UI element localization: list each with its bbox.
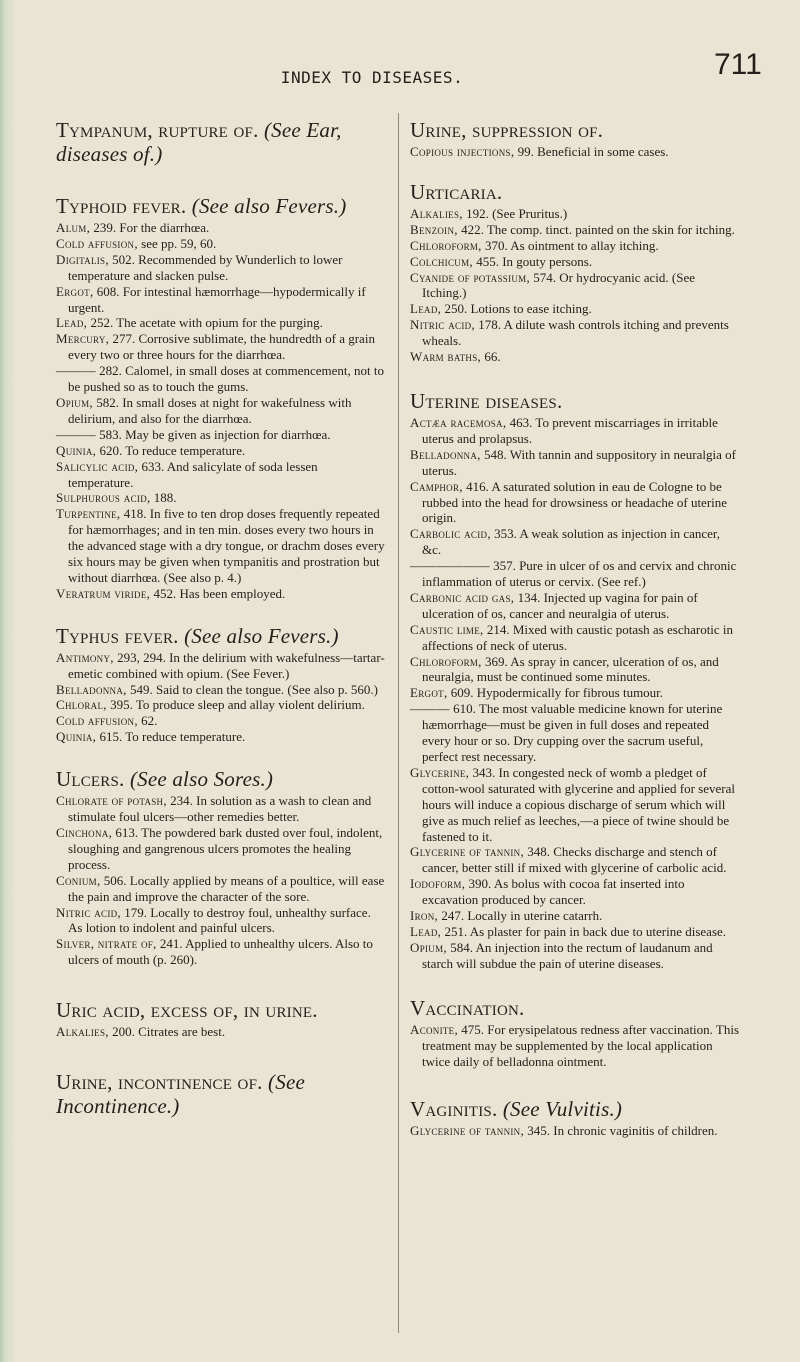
entry-text: 188. (153, 490, 177, 506)
entry-text: 395. To produce sleep and allay violent delirium. (110, 697, 365, 713)
index-section (56, 194, 386, 602)
index-entry (410, 479, 740, 527)
entry-text: 252. The acetate with opium for the purging. (90, 315, 323, 331)
remedy-name: Turpentine, (56, 506, 121, 522)
index-section (410, 118, 740, 160)
index-entry (410, 144, 740, 160)
entry-text: 609. Hypodermically for fibrous tumour. (450, 685, 664, 701)
index-entry (56, 252, 386, 284)
heading-title: Urine, suppression of. (410, 118, 604, 142)
remedy-name: Lead, (56, 315, 88, 331)
heading-title: Vaginitis. (410, 1097, 498, 1122)
entry-text: 370. As ointment to allay itching. (484, 237, 659, 253)
index-entry (56, 220, 386, 236)
index-entry (56, 1024, 386, 1040)
remedy-name: Alum, (56, 220, 91, 235)
index-entry (410, 558, 740, 590)
entry-text: 357. Pure in ulcer of os and cervix and chronic inflammation of uterus or cervix. (See ref.) (422, 558, 737, 590)
heading-cross-reference: (See Ear, diseases of.) (56, 118, 342, 166)
entry-text: 277. Corrosive sublimate, the hundredth of a grain every two or three hours for the diarrhœa. (68, 331, 375, 363)
index-section (56, 118, 386, 166)
remedy-name: Silver, nitrate of, (56, 936, 157, 952)
remedy-name: Salicylic acid, (56, 458, 139, 474)
index-entry (56, 682, 386, 698)
index-entry (410, 254, 740, 270)
index-entry (410, 876, 740, 908)
index-entry (410, 924, 740, 940)
index-entry (410, 908, 740, 924)
index-section (410, 180, 740, 365)
index-entry (56, 236, 386, 252)
remedy-name: Cold affusion, (56, 235, 138, 251)
entry-text: 200. Citrates are best. (112, 1024, 226, 1040)
index-entry (410, 206, 740, 222)
index-entry (410, 447, 740, 479)
heading-cross-reference: (See Vulvitis.) (502, 1097, 623, 1122)
index-entry (56, 427, 386, 443)
entry-text: 62. (141, 713, 158, 729)
entry-text: 506. Locally applied by means of a poultice, will ease the pain and improve the character of the sore. (68, 872, 385, 904)
entry-text: 615. To reduce temperature. (99, 729, 246, 745)
index-entry (410, 301, 740, 317)
entry-text: 455. In gouty persons. (476, 253, 593, 269)
entry-text: 250. Lotions to ease itching. (444, 301, 592, 317)
heading-cross-reference: (See also Sores.) (129, 767, 274, 792)
remedy-name: Lead, (410, 923, 442, 939)
entry-text: 353. A weak solution as injection in cancer, &c. (422, 526, 720, 558)
entry-text: 179. Locally to destroy foul, unhealthy surface. As lotion to indolent and painful ulcers. (68, 904, 371, 936)
remedy-name: Warm baths, (410, 349, 482, 365)
section-heading (56, 1070, 386, 1118)
entry-text: 282. Calomel, in small doses at commencement, not to be pushed so as to touch the gums. (68, 363, 385, 395)
entry-text: 548. With tannin and suppository in neuralgia of uterus. (422, 446, 736, 478)
entry-text: 582. In small doses at night for wakefulness with delirium, and also for the diarrhœa. (68, 394, 352, 426)
entry-text: 463. To prevent miscarriages in irritable uterus and prolapsus. (422, 414, 718, 446)
index-entry (56, 713, 386, 729)
remedy-name: ——— (56, 426, 96, 442)
index-entry (410, 844, 740, 876)
remedy-name: ——— (410, 701, 450, 717)
entry-text: 549. Said to clean the tongue. (See also p. 560.) (129, 681, 378, 697)
index-entry (410, 222, 740, 238)
entry-text: 345. In chronic vaginitis of children. (527, 1123, 718, 1139)
entry-text: 348. Checks discharge and stench of cancer, better still if mixed with glycerine of carbolic acid. (422, 844, 727, 876)
remedy-name: Chlorate of potash, (56, 793, 167, 809)
entry-text: 234. In solution as a wash to clean and stimulate foul ulcers—other remedies better. (68, 793, 372, 825)
index-entry (410, 940, 740, 972)
remedy-name: Ergot, (410, 685, 448, 701)
entry-text: 583. May be given as injection for diarrhœa. (99, 426, 331, 442)
heading-title: Urine, incontinence of. (56, 1070, 263, 1095)
right-column (410, 118, 740, 1139)
remedy-name: Glycerine, (410, 764, 470, 780)
index-entry (410, 1022, 740, 1070)
entry-text: 610. The most valuable medicine known for uterine hæmorrhage—must be given in full doses and repeated every hour or so. Dry cupping over the sacrum useful, perfect rest necessary. (422, 701, 723, 764)
entry-text: 247. Locally in uterine catarrh. (441, 908, 603, 924)
remedy-name: Camphor, (410, 478, 463, 494)
index-entry (56, 459, 386, 491)
index-entry (56, 443, 386, 459)
heading-title: Urticaria. (410, 179, 503, 204)
heading-cross-reference: (See also Fevers.) (191, 194, 347, 218)
remedy-name: Chloroform, (410, 653, 482, 669)
index-section (410, 1097, 740, 1139)
remedy-name: —————— (410, 558, 490, 574)
section-heading (410, 996, 740, 1020)
index-entry (56, 331, 386, 363)
remedy-name: Nitric acid, (410, 317, 475, 333)
entry-text: 251. As plaster for pain in back due to uterine disease. (444, 923, 727, 939)
index-entry (56, 905, 386, 937)
remedy-name: Cyanide of potassium, (410, 269, 531, 285)
index-entry (56, 315, 386, 331)
section-heading (56, 998, 386, 1022)
remedy-name: Cinchona, (56, 825, 113, 840)
index-entry (410, 526, 740, 558)
remedy-name: Lead, (410, 301, 442, 317)
entry-text: 608. For intestinal hæmorrhage—hypodermically if urgent. (68, 283, 366, 315)
section-heading (56, 767, 386, 791)
entry-text: 633. And salicylate of soda lessen temperature. (68, 458, 318, 490)
section-heading (410, 389, 740, 413)
index-entry (410, 685, 740, 701)
entry-text: 293, 294. In the delirium with wakefulness—tartar-emetic combined with opium. (See Fever.) (68, 649, 385, 681)
remedy-name: Quinia, (56, 442, 97, 458)
index-entry (410, 1123, 740, 1139)
index-entry (56, 936, 386, 968)
section-heading (56, 194, 386, 218)
index-entry (410, 349, 740, 365)
index-entry (56, 363, 386, 395)
entry-text: 584. An injection into the rectum of laudanum and starch will subdue the pain of uterine diseases. (422, 939, 713, 971)
section-heading (56, 118, 386, 166)
entry-text: 613. The powdered bark dusted over foul, indolent, sloughing and gangrenous ulcers promotes the healing process. (68, 825, 383, 872)
remedy-name: Cold affusion, (56, 713, 138, 729)
index-entry (410, 317, 740, 349)
remedy-name: Glycerine of tannin, (410, 844, 525, 860)
left-column (56, 118, 386, 1120)
remedy-name: Mercury, (56, 331, 110, 347)
entry-text: 192. (See Pruritus.) (466, 205, 568, 221)
index-section (410, 389, 740, 972)
remedy-name: Belladonna, (56, 681, 127, 697)
index-entry (410, 765, 740, 845)
section-heading (410, 1097, 740, 1121)
remedy-name: Colchicum, (410, 253, 473, 269)
remedy-name: Antimony, (56, 649, 114, 665)
index-entry (56, 729, 386, 745)
entry-text: 178. A dilute wash controls itching and prevents wheals. (422, 317, 729, 349)
index-section (56, 767, 386, 968)
running-title: INDEX TO DISEASES. (280, 68, 464, 87)
heading-title: Ulcers. (56, 767, 125, 792)
heading-title: Typhus fever. (56, 623, 179, 648)
remedy-name: Digitalis, (56, 251, 109, 267)
remedy-name: Belladonna, (410, 446, 481, 462)
remedy-name: Benzoin, (410, 221, 458, 237)
page-binding-edge (0, 0, 14, 1362)
index-entry (56, 395, 386, 427)
section-heading (410, 180, 740, 204)
index-entry (410, 238, 740, 254)
remedy-name: Iodoform, (410, 876, 466, 892)
entry-text: 214. Mixed with caustic potash as escharotic in affections of neck of uterus. (422, 621, 734, 653)
entry-text: see pp. 59, 60. (141, 235, 217, 251)
entry-text: 134. Injected up vagina for pain of ulceration of os, cancer and neuralgia of uterus. (422, 589, 698, 621)
remedy-name: Chloroform, (410, 237, 482, 253)
remedy-name: Veratrum viride, (56, 585, 151, 601)
index-entry (56, 825, 386, 873)
remedy-name: Copious injections, (410, 144, 515, 159)
entry-text: 416. A saturated solution in eau de Cologne to be rubbed into the head for drowsiness or headache of uterine origin. (422, 478, 728, 526)
index-entry (410, 701, 740, 765)
entry-text: 452. Has been employed. (153, 585, 286, 601)
index-section (56, 998, 386, 1040)
heading-cross-reference: (See also Fevers.) (184, 623, 339, 648)
remedy-name: Nitric acid, (56, 904, 121, 920)
remedy-name: Sulphurous acid, (56, 490, 151, 506)
entry-text: 343. In congested neck of womb a pledget of cotton-wool saturated with glycerine and applied for several hours will induce a copious discharge of serum which will give as much relief as leeches,—a piece of twine should be fastened to it. (422, 764, 735, 844)
index-entry (56, 793, 386, 825)
entry-text: 390. As bolus with cocoa fat inserted into excavation produced by cancer. (422, 876, 685, 908)
remedy-name: Caustic lime, (410, 621, 484, 637)
remedy-name: Chloral, (56, 697, 107, 713)
heading-title: Uterine diseases. (410, 388, 563, 413)
index-entry (56, 284, 386, 316)
remedy-name: Quinia, (56, 729, 97, 745)
section-heading (56, 624, 386, 648)
entry-text: 475. For erysipelatous redness after vaccination. This treatment may be supplemented by the local application twice daily of belladonna ointment. (422, 1021, 740, 1069)
remedy-name: Ergot, (56, 283, 94, 299)
heading-cross-reference: (See Incontinence.) (56, 1070, 305, 1119)
page-number: 711 (714, 48, 762, 81)
remedy-name: Carbolic acid, (410, 526, 491, 542)
entry-text: 620. To reduce temperature. (99, 442, 246, 458)
index-section (56, 1070, 386, 1118)
remedy-name: Opium, (410, 939, 447, 955)
entry-text: 66. (484, 349, 501, 365)
index-entry (410, 270, 740, 302)
index-entry (56, 506, 386, 586)
remedy-name: Alkalies, (56, 1024, 109, 1040)
index-section (410, 996, 740, 1070)
entry-text: 422. The comp. tinct. painted on the skin for itching. (461, 221, 735, 237)
entry-text: 418. In five to ten drop doses frequently repeated for hæmorrhages; and in ten min. doses every two hours in the advanced stage with a dry tongue, or drachm doses every six hours may be given when tympanitis and prostration but without diarrhœa. (See also p. 4.) (68, 506, 385, 585)
remedy-name: Actæa racemosa, (410, 414, 507, 430)
section-heading (410, 118, 740, 142)
page-header (0, 48, 800, 88)
remedy-name: Carbonic acid gas, (410, 589, 515, 605)
entry-text: 574. Or hydrocyanic acid. (See Itching.) (422, 269, 695, 301)
index-entry (410, 654, 740, 686)
remedy-name: Aconite, (410, 1021, 459, 1037)
entry-text: 369. As spray in cancer, ulceration of os, and neuralgia, must be continued some minutes. (422, 653, 719, 685)
index-entry (410, 622, 740, 654)
remedy-name: Opium, (56, 394, 93, 410)
index-entry (410, 415, 740, 447)
entry-text: 239. For the diarrhœa. (93, 220, 210, 235)
remedy-name: Glycerine of tannin, (410, 1123, 525, 1139)
index-entry (56, 873, 386, 905)
entry-text: 241. Applied to unhealthy ulcers. Also to ulcers of mouth (p. 260). (68, 936, 373, 968)
remedy-name: Conium, (56, 872, 101, 888)
remedy-name: ——— (56, 363, 96, 379)
index-entry (56, 697, 386, 713)
column-divider (398, 113, 399, 1333)
index-entry (56, 586, 386, 602)
index-entry (56, 490, 386, 506)
index-entry (56, 650, 386, 682)
entry-text: 502. Recommended by Wunderlich to lower temperature and slacken pulse. (68, 251, 343, 283)
entry-text: 99. Beneficial in some cases. (517, 144, 669, 159)
heading-title: Tympanum, rupture of. (56, 118, 259, 142)
remedy-name: Alkalies, (410, 205, 463, 221)
remedy-name: Iron, (410, 908, 439, 924)
index-entry (410, 590, 740, 622)
heading-title: Uric acid, excess of, in urine. (56, 998, 318, 1023)
heading-title: Typhoid fever. (56, 194, 187, 218)
heading-title: Vaccination. (410, 995, 525, 1020)
index-section (56, 624, 386, 745)
